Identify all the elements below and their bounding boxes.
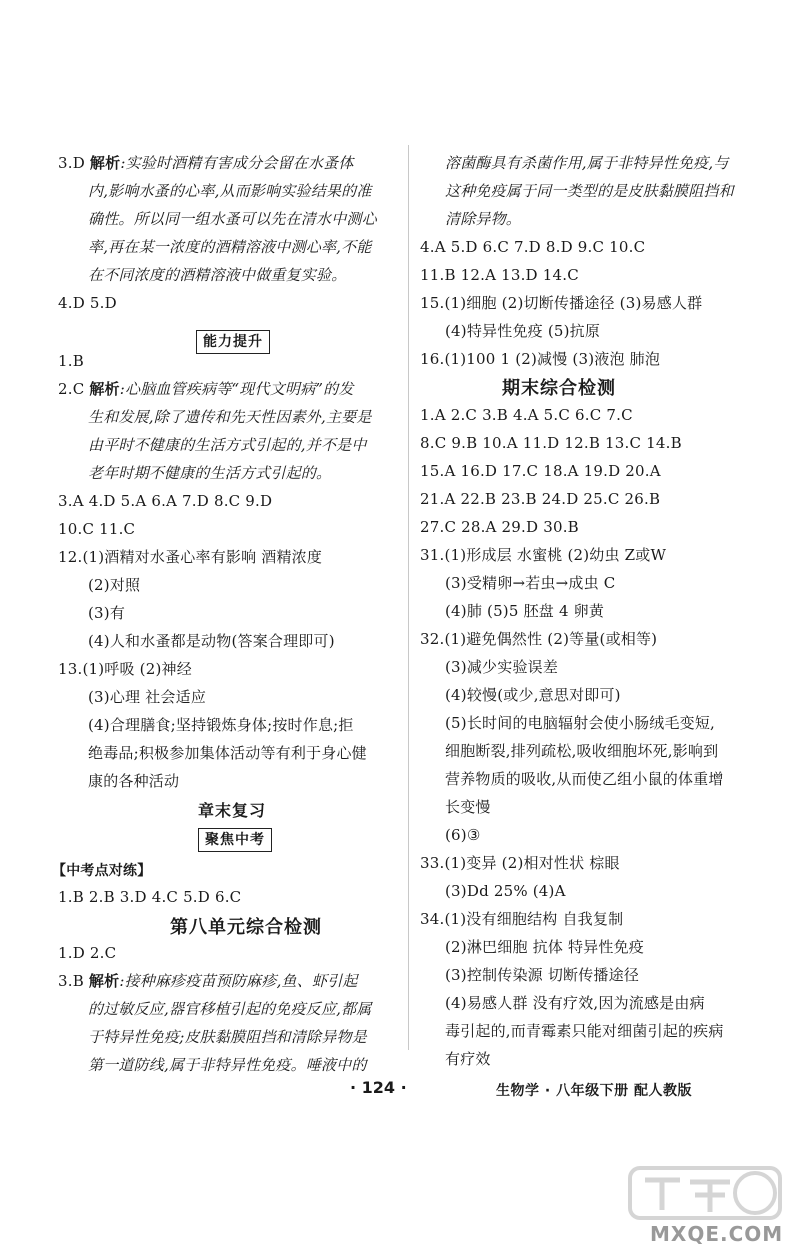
- answer-line: (2)对照: [88, 576, 141, 594]
- answer-line: 10.C 11.C: [58, 520, 136, 538]
- answer-line: 这种免疫属于同一类型的是皮肤黏膜阻挡和: [445, 182, 734, 200]
- answer-line: 1.B: [58, 352, 84, 370]
- answer-line: 营养物质的吸收,从而使乙组小鼠的体重增: [445, 770, 724, 788]
- answer-line: 1.A 2.C 3.B 4.A 5.C 6.C 7.C: [420, 406, 633, 424]
- answer-line: 27.C 28.A 29.D 30.B: [420, 518, 579, 536]
- answer-line: 有疗效: [445, 1050, 491, 1068]
- answer-line: 15.A 16.D 17.C 18.A 19.D 20.A: [420, 462, 661, 480]
- answer-line: 清除异物。: [445, 210, 522, 228]
- section-box-ability: 能力提升: [196, 330, 270, 354]
- book-info: 生物学 · 八年级下册 配人教版: [496, 1083, 692, 1099]
- answer-line: 率,再在某一浓度的酒精溶液中测心率,不能: [88, 238, 372, 256]
- answer-line: 细胞断裂,排列疏松,吸收细胞坏死,影响到: [445, 742, 719, 760]
- answer-line: (2)淋巴细胞 抗体 特异性免疫: [445, 938, 644, 956]
- watermark-text: MXQE.COM: [650, 1222, 784, 1246]
- answer-line: 内,影响水蚤的心率,从而影响实验结果的准: [88, 182, 372, 200]
- section-heading-chapter-review: 章末复习: [198, 801, 267, 820]
- answer-line: (3)减少实验误差: [445, 658, 559, 676]
- answer-line: 康的各种活动: [88, 772, 180, 790]
- answer-line: 13.(1)呼吸 (2)神经: [58, 660, 192, 678]
- page-number: · 124 ·: [350, 1078, 407, 1097]
- answer-line: 由平时不健康的生活方式引起的,并不是中: [88, 436, 367, 454]
- answer-line: 毒引起的,而青霉素只能对细菌引起的疾病: [445, 1022, 724, 1040]
- answer-line: (5)长时间的电脑辐射会使小肠绒毛变短,: [445, 714, 716, 732]
- answer-line: 4.A 5.D 6.C 7.D 8.D 9.C 10.C: [420, 238, 646, 256]
- answer-line: 21.A 22.B 23.B 24.D 25.C 26.B: [420, 490, 661, 508]
- answer-line: (4)肺 (5)5 胚盘 4 卵黄: [445, 602, 605, 620]
- answer-line: 绝毒品;积极参加集体活动等有利于身心健: [88, 744, 367, 762]
- answer-line: 34.(1)没有细胞结构 自我复制: [420, 910, 624, 928]
- answer-line: 第一道防线,属于非特异性免疫。唾液中的: [88, 1056, 367, 1074]
- answer-line: 31.(1)形成层 水蜜桃 (2)幼虫 Z或W: [420, 546, 667, 564]
- answer-line: (3)Dd 25% (4)A: [445, 882, 566, 900]
- answer-line: 33.(1)变异 (2)相对性状 棕眼: [420, 854, 620, 872]
- answer-line: 8.C 9.B 10.A 11.D 12.B 13.C 14.B: [420, 434, 682, 452]
- answer-line: 3.B 解析:接种麻疹疫苗预防麻疹,鱼、虾引起: [58, 972, 358, 990]
- answer-line: 生和发展,除了遗传和先天性因素外,主要是: [88, 408, 372, 426]
- answer-line: (4)易感人群 没有疗效,因为流感是由病: [445, 994, 705, 1012]
- answer-line: 于特异性免疫;皮肤黏膜阻挡和清除异物是: [88, 1028, 367, 1046]
- answer-line: (3)有: [88, 604, 126, 622]
- bracket-label: 【中考点对练】: [52, 863, 152, 879]
- answer-line: (6)③: [445, 826, 481, 844]
- answer-line: 老年时期不健康的生活方式引起的。: [88, 464, 332, 482]
- section-heading-unit-test: 第八单元综合检测: [170, 917, 322, 938]
- answer-line: (4)较慢(或少,意思对即可): [445, 686, 621, 704]
- answer-line: 15.(1)细胞 (2)切断传播途径 (3)易感人群: [420, 294, 703, 312]
- answer-line: 2.C 解析:心脑血管疾病等“现代文明病”的发: [58, 380, 354, 398]
- section-box-focus: 聚焦中考: [198, 828, 272, 852]
- answer-line: (4)人和水蚤都是动物(答案合理即可): [88, 632, 335, 650]
- answer-line: 1.D 2.C: [58, 944, 117, 962]
- answer-line: 3.A 4.D 5.A 6.A 7.D 8.C 9.D: [58, 492, 273, 510]
- answer-line: (4)合理膳食;坚持锻炼身体;按时作息;拒: [88, 716, 354, 734]
- answer-line: 的过敏反应,器官移植引起的免疫反应,都属: [88, 1000, 372, 1018]
- answer-line: (3)心理 社会适应: [88, 688, 207, 706]
- answer-line: 溶菌酶具有杀菌作用,属于非特异性免疫,与: [445, 154, 729, 172]
- answer-line: 11.B 12.A 13.D 14.C: [420, 266, 579, 284]
- answer-line: 长变慢: [445, 798, 491, 816]
- answer-line: (3)受精卵→若虫→成虫 C: [445, 574, 616, 592]
- answer-line: 32.(1)避免偶然性 (2)等量(或相等): [420, 630, 658, 648]
- answer-line: 1.B 2.B 3.D 4.C 5.D 6.C: [58, 888, 242, 906]
- answer-line: 16.(1)100 1 (2)减慢 (3)液泡 肺泡: [420, 350, 661, 368]
- section-heading-final-test: 期末综合检测: [502, 378, 616, 399]
- answer-line: 3.D 解析:实验时酒精有害成分会留在水蚤体: [58, 154, 354, 172]
- column-divider: [408, 145, 409, 1050]
- answer-line: 在不同浓度的酒精溶液中做重复实验。: [88, 266, 347, 284]
- answer-line: (4)特异性免疫 (5)抗原: [445, 322, 601, 340]
- answer-line: 确性。所以同一组水蚤可以先在清水中测心: [88, 210, 377, 228]
- answer-line: 4.D 5.D: [58, 294, 117, 312]
- answer-line: (3)控制传染源 切断传播途径: [445, 966, 640, 984]
- answer-line: 12.(1)酒精对水蚤心率有影响 酒精浓度: [58, 548, 323, 566]
